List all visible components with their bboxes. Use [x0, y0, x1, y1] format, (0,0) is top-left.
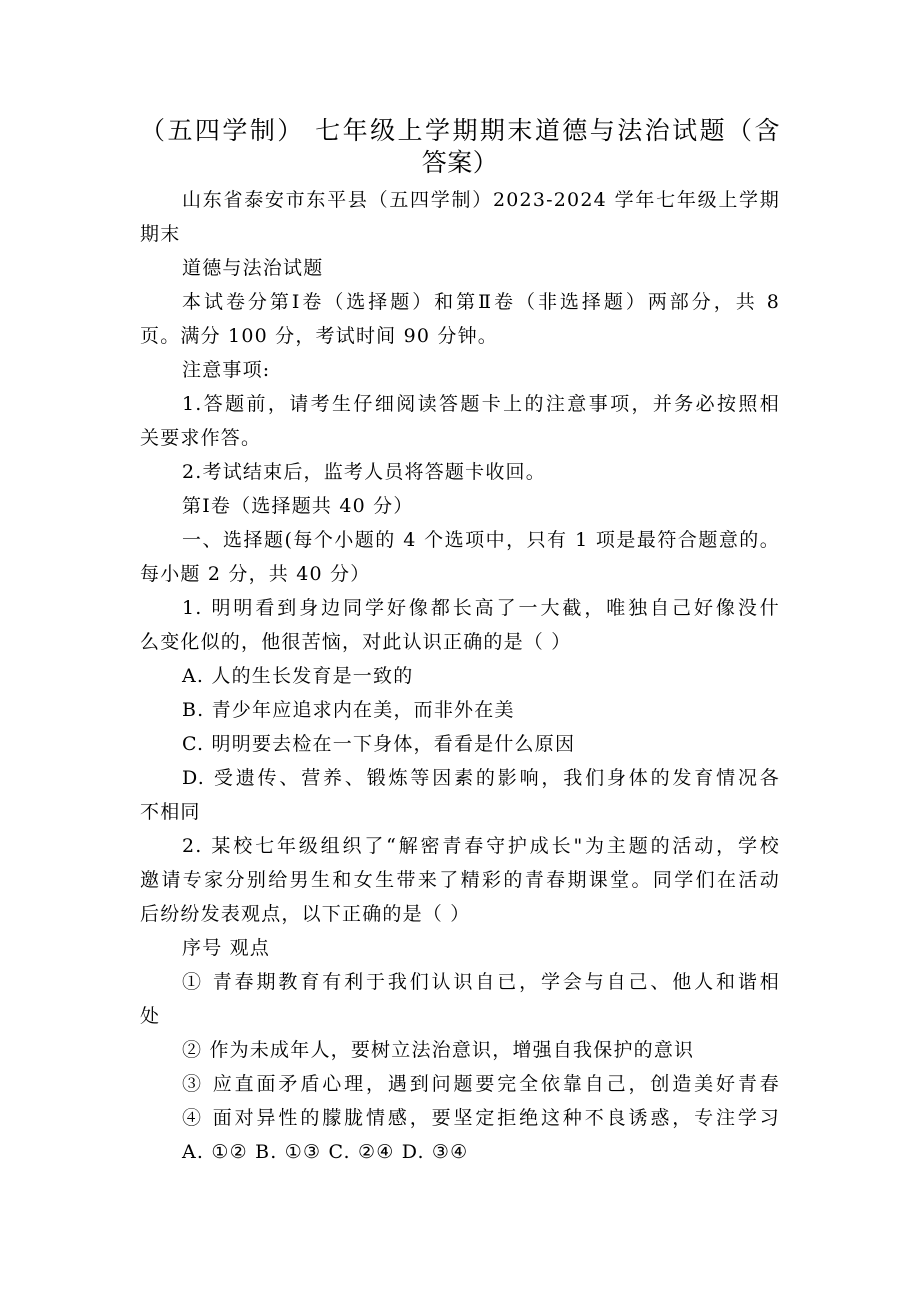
- question-1-option-d: D. 受遗传、营养、锻炼等因素的影响，我们身体的发育情况各: [182, 767, 780, 789]
- choice-instructions: 一、选择题(每个小题的 4 个选项中，只有 1 项是最符合题意的。: [182, 529, 780, 551]
- question-1-stem: 1. 明明看到身边同学好像都长高了一大截，唯独自己好像没什: [182, 597, 780, 619]
- question-1-option-a: A. 人的生长发育是一致的: [182, 665, 414, 687]
- question-1-option-b: B. 青少年应追求内在美，而非外在美: [182, 699, 515, 721]
- question-2-stem-end: 后纷纷发表观点，以下正确的是（ ）: [140, 903, 471, 925]
- question-1-stem-cont: 么变化似的，他很苦恼，对此认识正确的是（ ）: [140, 631, 572, 653]
- notice-item-1: 1.答题前，请考生仔细阅读答题卡上的注意事项，并务必按照相: [182, 393, 780, 415]
- document-title-line-2: 答案）: [421, 148, 499, 177]
- viewpoint-1: ① 青春期教育有利于我们认识自已，学会与自己、他人和谐相: [182, 971, 780, 993]
- question-2-options: A. ①② B. ①③ C. ②④ D. ③④: [182, 1141, 469, 1163]
- viewpoint-2: ② 作为未成年人，要树立法治意识，增强自我保护的意识: [182, 1039, 695, 1061]
- notice-item-1-cont: 关要求作答。: [140, 427, 262, 449]
- exam-source-line-cont: 期末: [140, 223, 181, 245]
- viewpoint-1-cont: 处: [140, 1005, 161, 1027]
- paper-structure-line-cont: 页。满分 100 分，考试时间 90 分钟。: [140, 325, 499, 347]
- notice-item-2: 2.考试结束后，监考人员将答题卡收回。: [182, 461, 546, 483]
- question-2-stem-cont: 邀请专家分别给男生和女生带来了精彩的青春期课堂。同学们在活动: [140, 869, 780, 891]
- paper-structure-line: 本试卷分第Ⅰ卷（选择题）和第Ⅱ卷（非选择题）两部分，共 8: [182, 291, 780, 313]
- choice-instructions-cont: 每小题 2 分，共 40 分）: [140, 563, 371, 585]
- viewpoint-3: ③ 应直面矛盾心理，遇到问题要完全依靠自己，创造美好青春: [182, 1073, 780, 1095]
- question-1-option-c: C. 明明要去检在一下身体，看看是什么原因: [182, 733, 576, 755]
- question-1-option-d-cont: 不相同: [140, 801, 201, 823]
- exam-source-line: 山东省泰安市东平县（五四学制）2023-2024 学年七年级上学期: [182, 189, 780, 211]
- notice-heading: 注意事项:: [182, 359, 271, 381]
- viewpoint-4: ④ 面对异性的朦胧情感，要坚定拒绝这种不良诱惑，专注学习: [182, 1107, 780, 1129]
- question-2-stem: 2. 某校七年级组织了“解密青春守护成长"为主题的活动，学校: [182, 835, 780, 857]
- section-heading: 第Ⅰ卷（选择题共 40 分）: [182, 495, 414, 517]
- subject-line: 道德与法治试题: [182, 257, 324, 279]
- document-title-line-1: （五四学制） 七年级上学期期末道德与法治试题（含: [140, 116, 780, 145]
- table-header: 序号 观点: [182, 937, 271, 959]
